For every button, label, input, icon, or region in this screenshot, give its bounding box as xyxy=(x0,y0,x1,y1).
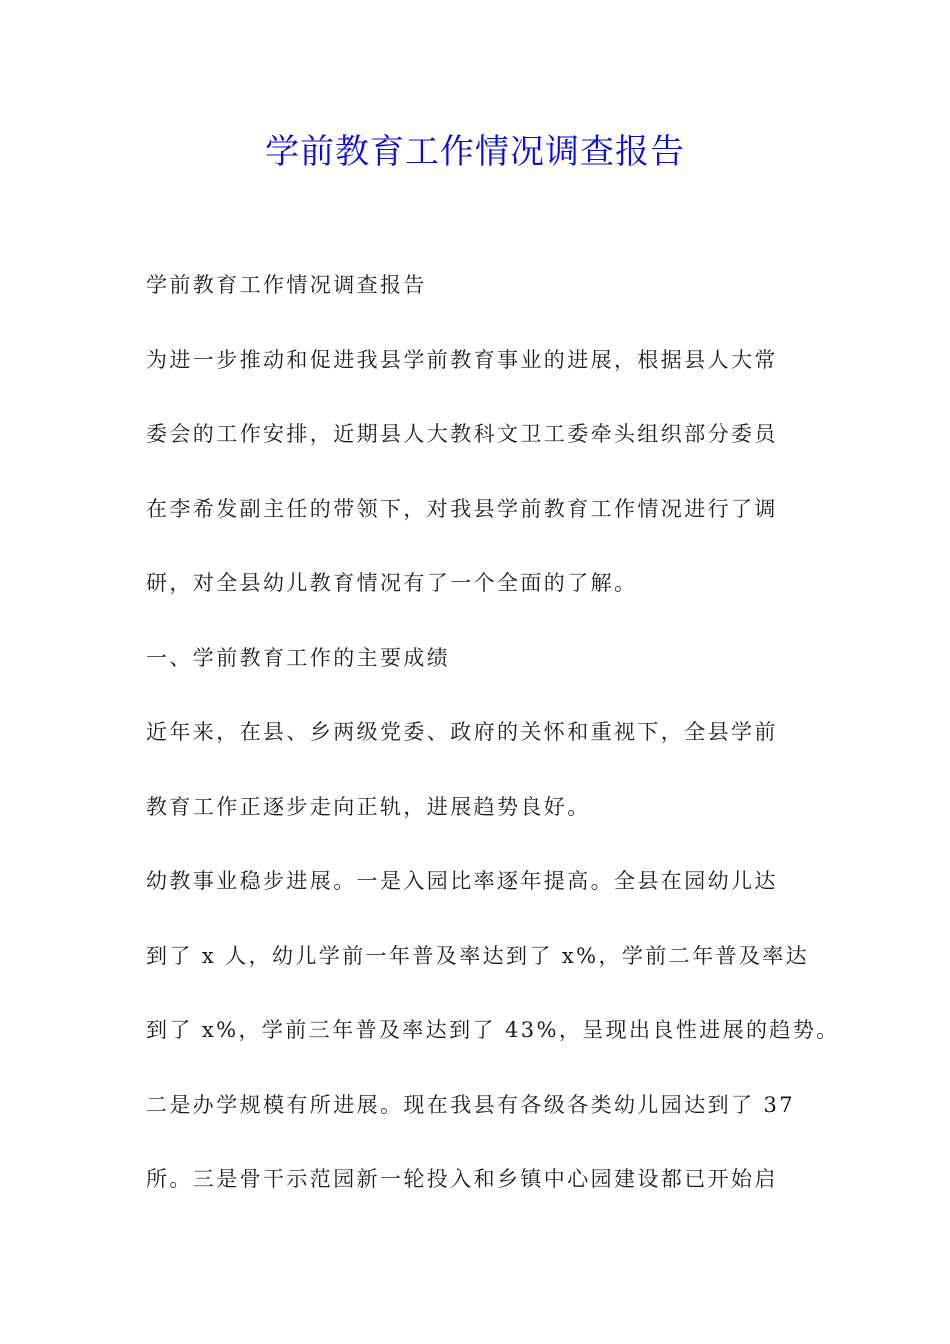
body-line: 在李希发副主任的带领下，对我县学前教育工作情况进行了调 xyxy=(146,496,778,521)
body-line: 教育工作正逐步走向正轨，进展趋势良好。 xyxy=(146,794,591,819)
document-body xyxy=(146,266,840,1235)
body-line: 到了 x 人，幼儿学前一年普及率达到了 x%，学前二年普及率达 xyxy=(146,943,810,968)
body-line: 研，对全县幼儿教育情况有了一个全面的了解。 xyxy=(146,571,638,595)
body-line-subtitle: 学前教育工作情况调查报告 xyxy=(146,273,427,297)
document-title: 学前教育工作情况调查报告 xyxy=(265,132,685,172)
body-line: 所。三是骨干示范园新一轮投入和乡镇中心园建设都已开始启 xyxy=(146,1167,778,1191)
body-line: 到了 x%，学前三年普及率达到了 43%，呈现出良性进展的趋势。 xyxy=(146,1018,840,1042)
body-line: 幼教事业稳步进展。一是入园比率逐年提高。全县在园幼儿达 xyxy=(146,869,778,893)
body-line: 为进一步推动和促进我县学前教育事业的进展，根据县人大常 xyxy=(146,347,778,372)
body-line: 近年来，在县、乡两级党委、政府的关怀和重视下，全县学前 xyxy=(146,720,778,744)
body-line: 二是办学规模有所进展。现在我县有各级各类幼儿园达到了 37 xyxy=(146,1092,795,1117)
section-heading: 一、学前教育工作的主要成绩 xyxy=(146,645,451,670)
body-line: 委会的工作安排，近期县人大教科文卫工委牵头组织部分委员 xyxy=(146,422,778,446)
